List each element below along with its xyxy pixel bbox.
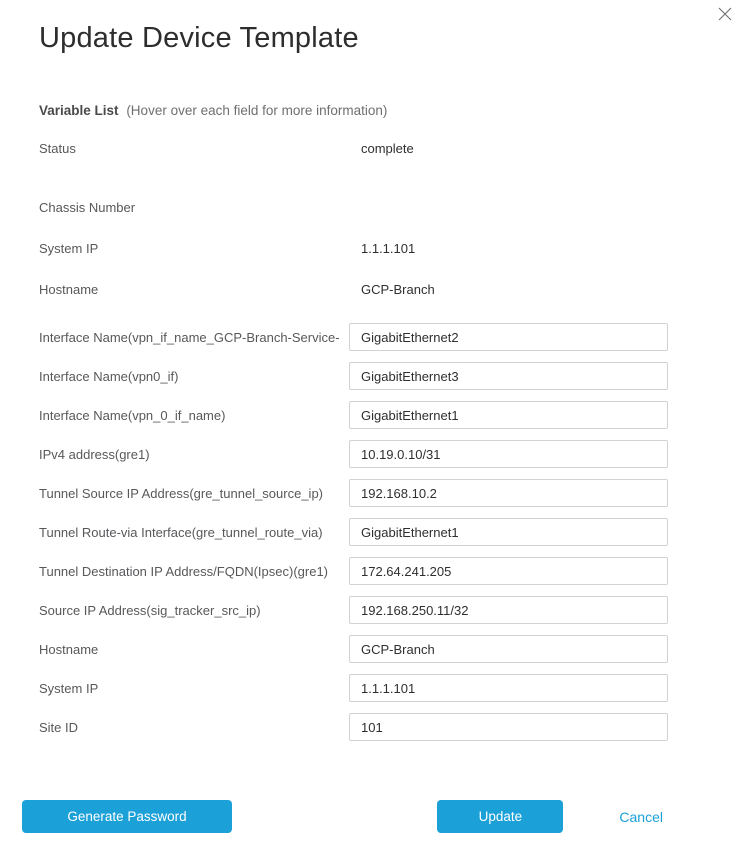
static-field-list (39, 141, 668, 297)
system-ip-input[interactable] (349, 674, 668, 702)
editable-field-list (39, 323, 668, 741)
static-row-system-ip (39, 241, 668, 256)
field-label: Status (39, 141, 76, 156)
dialog-footer (0, 800, 752, 833)
field-label: Chassis Number (39, 200, 136, 215)
source-ip-tracker-input[interactable] (349, 596, 668, 624)
update-button[interactable]: Update (437, 800, 563, 833)
field-row-interface-name-service (39, 323, 668, 351)
site-id-input[interactable] (349, 713, 668, 741)
field-label: Interface Name(vpn_if_name_GCP-Branch-Service- (39, 329, 340, 345)
field-row-tunnel-route-via (39, 518, 668, 546)
field-label: Tunnel Route-via Interface(gre_tunnel_route_via) (39, 524, 323, 540)
field-row-system-ip (39, 674, 668, 702)
tunnel-route-via-input[interactable] (349, 518, 668, 546)
field-label: System IP (39, 241, 99, 256)
cancel-button[interactable]: Cancel (619, 808, 663, 825)
interface-name-vpn0-if-input[interactable] (349, 362, 668, 390)
static-row-status (39, 141, 668, 156)
variable-list-hint: (Hover over each field for more information) (126, 103, 388, 118)
page-title: Update Device Template (39, 22, 359, 54)
field-label: Interface Name(vpn0_if) (39, 368, 179, 384)
generate-password-button[interactable]: Generate Password (22, 800, 232, 833)
variable-list-title: Variable List (39, 103, 119, 118)
interface-name-service-input[interactable] (349, 323, 668, 351)
field-row-interface-name-vpn0-if (39, 362, 668, 390)
ipv4-address-gre1-input[interactable] (349, 440, 668, 468)
variable-list-header (39, 103, 668, 118)
field-label: Tunnel Source IP Address(gre_tunnel_source_ip) (39, 485, 324, 501)
close-icon[interactable] (716, 5, 734, 23)
hostname-value: GCP-Branch (361, 282, 435, 297)
field-row-site-id (39, 713, 668, 741)
field-label: Hostname (39, 282, 99, 297)
field-row-tunnel-destination-ip (39, 557, 668, 585)
status-value: complete (361, 141, 414, 156)
static-row-hostname (39, 282, 668, 297)
interface-name-vpn-0-if-name-input[interactable] (349, 401, 668, 429)
static-row-chassis-number (39, 200, 668, 215)
field-row-interface-name-vpn-0-if-name (39, 401, 668, 429)
system-ip-value: 1.1.1.101 (361, 241, 416, 256)
field-row-hostname (39, 635, 668, 663)
field-label: Interface Name(vpn_0_if_name) (39, 407, 226, 423)
field-row-source-ip-tracker (39, 596, 668, 624)
field-row-ipv4-address-gre1 (39, 440, 668, 468)
field-row-tunnel-source-ip (39, 479, 668, 507)
field-label: Hostname (39, 641, 99, 657)
field-label: Tunnel Destination IP Address/FQDN(Ipsec)(gre1) (39, 563, 329, 579)
field-label: System IP (39, 680, 99, 696)
tunnel-source-ip-input[interactable] (349, 479, 668, 507)
field-label: IPv4 address(gre1) (39, 446, 150, 462)
hostname-input[interactable] (349, 635, 668, 663)
field-label: Source IP Address(sig_tracker_src_ip) (39, 602, 261, 618)
field-label: Site ID (39, 719, 79, 735)
tunnel-destination-ip-input[interactable] (349, 557, 668, 585)
